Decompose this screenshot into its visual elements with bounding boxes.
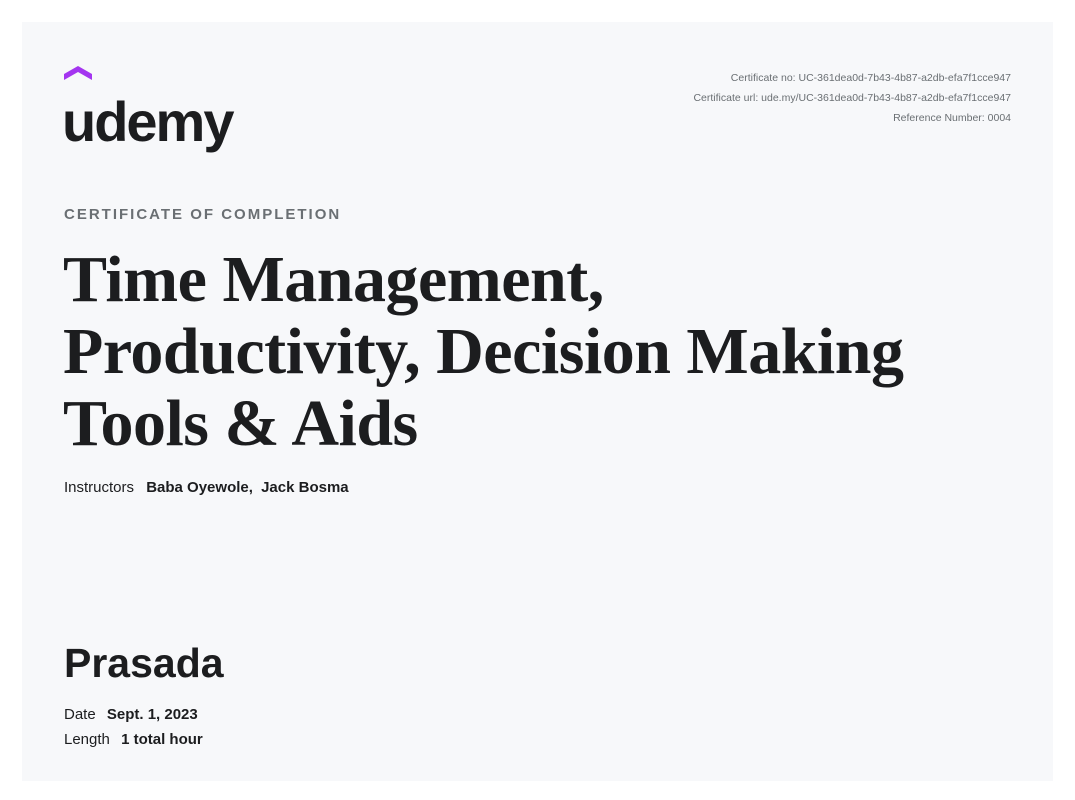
instructor-name: Baba Oyewole, <box>146 479 253 496</box>
certificate-heading: CERTIFICATE OF COMPLETION <box>64 206 342 223</box>
date-row <box>64 706 198 723</box>
udemy-logo <box>62 64 244 153</box>
course-title-line: Tools & Aids <box>63 387 418 460</box>
instructors-row <box>64 479 349 496</box>
recipient-name: Prasada <box>64 640 224 686</box>
logo-wordmark: udemy <box>62 90 233 153</box>
course-title <box>63 244 1023 460</box>
length-value: 1 total hour <box>121 731 203 748</box>
certificate-meta <box>693 68 1011 128</box>
certificate <box>22 22 1053 781</box>
length-row <box>64 731 203 748</box>
certificate-url: Certificate url: ude.my/UC-361dea0d-7b43-4b87-a2db-efa7f1cce947 <box>693 92 1011 104</box>
instructor-name: Jack Bosma <box>261 479 349 496</box>
course-title-line: Time Management, <box>63 243 604 316</box>
date-value: Sept. 1, 2023 <box>106 706 198 723</box>
certificate-number: Certificate no: UC-361dea0d-7b43-4b87-a2db-efa7f1cce947 <box>730 72 1011 84</box>
length-label: Length <box>64 731 110 748</box>
reference-number: Reference Number: 0004 <box>893 112 1011 124</box>
course-title-line: Productivity, Decision Making <box>63 315 904 388</box>
instructors-label: Instructors <box>64 479 135 496</box>
date-label: Date <box>64 706 96 723</box>
udemy-cap-icon <box>64 64 92 82</box>
